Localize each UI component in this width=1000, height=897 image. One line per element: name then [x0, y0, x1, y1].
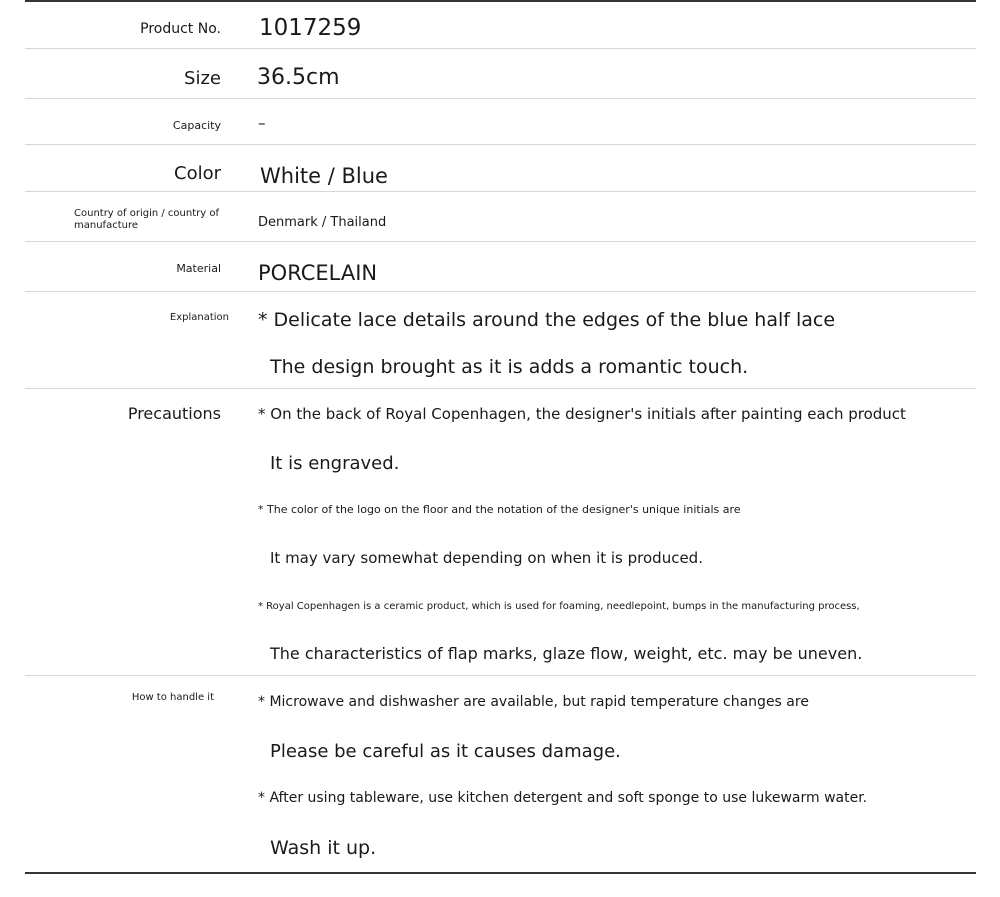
handling-label: How to handle it: [131, 692, 214, 703]
product-no-value: 1017259: [259, 15, 362, 41]
size-label: Size: [184, 68, 221, 89]
row-divider: [25, 241, 976, 242]
origin-label: Country of origin / country of manufacture: [74, 208, 219, 231]
product-no-label: Product No.: [140, 21, 221, 37]
precautions-line: * The color of the logo on the floor and the notation of the designer's unique initials are: [258, 503, 741, 516]
explanation-line: The design brought as it is adds a romantic touch.: [270, 356, 749, 378]
precautions-line: * On the back of Royal Copenhagen, the designer's initials after painting each product: [258, 405, 906, 423]
row-divider: [25, 388, 976, 389]
handling-line: * Microwave and dishwasher are available, but rapid temperature changes are: [258, 694, 809, 710]
size-value: 36.5cm: [257, 65, 340, 90]
capacity-label: Capacity: [172, 119, 221, 132]
row-divider: [25, 48, 976, 49]
handling-line: Please be careful as it causes damage.: [270, 741, 621, 762]
precautions-line: It is engraved.: [270, 453, 400, 474]
handling-line: Wash it up.: [270, 837, 377, 859]
explanation-line: * Delicate lace details around the edges of the blue half lace: [258, 309, 836, 331]
handling-line: * After using tableware, use kitchen detergent and soft sponge to use lukewarm water.: [258, 790, 868, 806]
product-spec-table: [25, 0, 976, 874]
capacity-value: –: [258, 114, 266, 132]
precautions-label: Precautions: [127, 404, 221, 423]
color-label: Color: [174, 163, 221, 184]
material-label: Material: [176, 262, 221, 275]
row-divider: [25, 98, 976, 99]
row-divider: [25, 675, 976, 676]
material-value: PORCELAIN: [258, 261, 378, 285]
row-divider: [25, 191, 976, 192]
origin-value: Denmark / Thailand: [258, 215, 387, 230]
color-value: White / Blue: [260, 164, 388, 188]
row-divider: [25, 144, 976, 145]
precautions-line: The characteristics of flap marks, glaze flow, weight, etc. may be uneven.: [270, 644, 863, 663]
explanation-label: Explanation: [169, 312, 229, 323]
row-divider: [25, 291, 976, 292]
precautions-line: It may vary somewhat depending on when it is produced.: [270, 549, 703, 567]
precautions-line: * Royal Copenhagen is a ceramic product, which is used for foaming, needlepoint, bumps in the manufacturing process,: [258, 601, 860, 612]
